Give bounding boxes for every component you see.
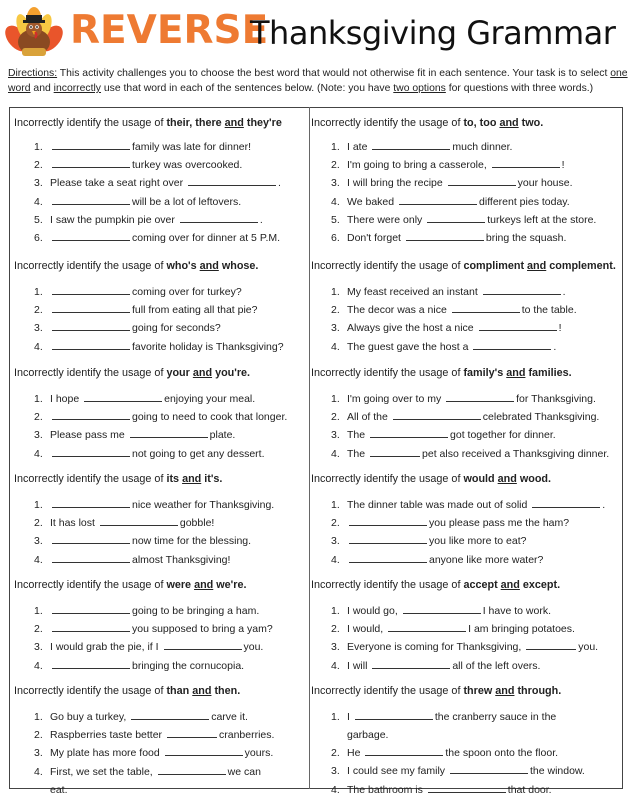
answer-blank[interactable] [52,319,130,331]
answer-blank[interactable] [393,408,481,420]
directions [8,66,630,96]
answer-blank[interactable] [52,408,130,420]
answer-blank[interactable] [52,445,130,457]
header [0,0,634,66]
answer-blank[interactable] [483,283,561,295]
question: 4. bringing the cornucopia. [14,657,314,675]
answer-blank[interactable] [52,301,130,313]
question: 2. you please pass me the ham? [311,514,611,532]
question: 5. There were only turkeys left at the store. [311,211,611,229]
question: 1. The dinner table was made out of solid . [311,496,611,514]
answer-blank[interactable] [532,496,600,508]
section-title: Incorrectly identify the usage of its and it's. [14,473,223,485]
question: 4. almost Thanksgiving! [14,551,314,569]
directions-text: This activity challenges you to choose the best word that would not otherwise fit in each sentence. Your task is to select [57,68,611,79]
question-continuation: garbage. [347,729,389,742]
section-than-then [14,684,314,799]
answer-blank[interactable] [100,514,178,526]
section-familys-families [311,366,611,463]
question: 2. He the spoon onto the floor. [311,744,611,762]
question: 1. coming over for turkey? [14,283,314,301]
question: 2. I would, I am bringing potatoes. [311,620,611,638]
section-title: Incorrectly identify the usage of who's and whose. [14,260,259,272]
question: 2. Raspberries taste better cranberries. [14,726,314,744]
answer-blank[interactable] [452,301,520,313]
question: 1. I ate much dinner. [311,138,611,156]
answer-blank[interactable] [164,638,242,650]
question: 3. Always give the host a nice ! [311,319,611,337]
question: 3. Please take a seat right over . [14,174,314,192]
question: 3. I would grab the pie, if I you. [14,638,314,656]
section-were-were [14,578,314,675]
section-your-youre [14,366,314,463]
answer-blank[interactable] [492,156,560,168]
answer-blank[interactable] [446,390,514,402]
section-its-its [14,472,314,569]
title-reverse: REVERSE [70,8,269,53]
question: 3. Everyone is coming for Thanksgiving, you. [311,638,611,656]
section-accept-except [311,578,611,675]
section-threw-through [311,684,611,799]
question: 4. The pet also received a Thanksgiving dinner. [311,445,611,463]
answer-blank[interactable] [427,211,485,223]
section-title: Incorrectly identify the usage of to, too and two. [311,117,544,129]
answer-blank[interactable] [52,657,130,669]
question: 2. It has lost gobble! [14,514,314,532]
answer-blank[interactable] [52,229,130,241]
answer-blank[interactable] [399,193,477,205]
turkey-icon [4,4,64,60]
section-title: Incorrectly identify the usage of their, there and they're [14,117,282,129]
section-title: Incorrectly identify the usage of than and then. [14,685,241,697]
answer-blank[interactable] [165,744,243,756]
section-to-too-two [311,116,611,247]
section-their-there-theyre [14,116,314,247]
answer-blank[interactable] [84,390,162,402]
answer-blank[interactable] [349,532,427,544]
question: 3. now time for the blessing. [14,532,314,550]
question: 2. All of the celebrated Thanksgiving. [311,408,611,426]
answer-blank[interactable] [403,602,481,614]
section-whos-whose [14,259,314,356]
answer-blank[interactable] [52,283,130,295]
answer-blank[interactable] [370,445,420,457]
answer-blank[interactable] [428,781,506,793]
question: 1. family was late for dinner! [14,138,314,156]
question: 2. full from eating all that pie? [14,301,314,319]
answer-blank[interactable] [355,708,433,720]
question: 4. will be a lot of leftovers. [14,193,314,211]
answer-blank[interactable] [52,138,130,150]
answer-blank[interactable] [388,620,466,632]
question: 3. going for seconds? [14,319,314,337]
question: 1. My feast received an instant . [311,283,611,301]
answer-blank[interactable] [52,156,130,168]
question: 2. going to need to cook that longer. [14,408,314,426]
section-title: Incorrectly identify the usage of would and wood. [311,473,552,485]
answer-blank[interactable] [131,708,209,720]
question: 4. The bathroom is that door. [311,781,611,799]
question: 3. My plate has more food yours. [14,744,314,762]
question: 5. I saw the pumpkin pie over . [14,211,314,229]
question: 3. I will bring the recipe your house. [311,174,611,192]
question: 4. I will all of the left overs. [311,657,611,675]
question: 3. Please pass me plate. [14,426,314,444]
question: 3. you like more to eat? [311,532,611,550]
question: 6. coming over for dinner at 5 P.M. [14,229,314,247]
section-would-wood [311,472,611,569]
question: 3. I could see my family the window. [311,762,611,780]
question-continuation: eat. [50,783,68,796]
answer-blank[interactable] [52,551,130,563]
answer-blank[interactable] [372,657,450,669]
question: 1. nice weather for Thanksgiving. [14,496,314,514]
section-title: Incorrectly identify the usage of family's and families. [311,367,572,379]
directions-text: for questions with three words.) [445,83,594,94]
answer-blank[interactable] [370,426,448,438]
answer-blank[interactable] [52,602,130,614]
directions-incorrectly: incorrectly [53,83,102,94]
question: 4. not going to get any dessert. [14,445,314,463]
answer-blank[interactable] [473,338,551,350]
question: 1. Go buy a turkey, carve it. [14,708,314,726]
section-compliment-complement [311,259,616,356]
section-title: Incorrectly identify the usage of accept and except. [311,579,561,591]
question: 2. I'm going to bring a casserole, ! [311,156,611,174]
answer-blank[interactable] [52,338,130,350]
title-thanksgiving-grammar: Thanksgiving Grammar [250,14,616,52]
answer-blank[interactable] [52,620,130,632]
answer-blank[interactable] [52,532,130,544]
question: 4. The guest gave the host a . [311,338,611,356]
answer-blank[interactable] [406,229,484,241]
answer-blank[interactable] [52,496,130,508]
question: 1. I'm going over to my for Thanksgiving. [311,390,611,408]
answer-blank[interactable] [188,174,276,186]
section-title: Incorrectly identify the usage of your and you're. [14,367,251,379]
question: 1. I hope enjoying your meal. [14,390,314,408]
answer-blank[interactable] [450,762,528,774]
answer-blank[interactable] [448,174,516,186]
answer-blank[interactable] [130,426,208,438]
section-title: Incorrectly identify the usage of compliment and complement. [311,260,616,272]
question: 2. turkey was overcooked. [14,156,314,174]
question: 2. The decor was a nice to the table. [311,301,611,319]
answer-blank[interactable] [180,211,258,223]
directions-label: Directions: [8,68,58,79]
question: 4. anyone like more water? [311,551,611,569]
answer-blank[interactable] [349,551,427,563]
question: 2. you supposed to bring a yam? [14,620,314,638]
question: 1. I the cranberry sauce in the [311,708,611,726]
answer-blank[interactable] [365,744,443,756]
directions-two-options: two options [393,83,446,94]
answer-blank[interactable] [52,193,130,205]
section-title: Incorrectly identify the usage of were and we're. [14,579,247,591]
answer-blank[interactable] [349,514,427,526]
answer-blank[interactable] [479,319,557,331]
answer-blank[interactable] [158,763,226,775]
section-title: Incorrectly identify the usage of threw and through. [311,685,562,697]
directions-text: and [30,83,54,94]
directions-text: use that word in each of the sentences below. (Note: you have [101,83,394,94]
answer-blank[interactable] [167,726,217,738]
question: 3. The got together for dinner. [311,426,611,444]
question: 4. First, we set the table, we can [14,763,314,781]
question: 4. We baked different pies today. [311,193,611,211]
question: 1. I would go, I have to work. [311,602,611,620]
answer-blank[interactable] [372,138,450,150]
directions-one-word: one word [8,68,628,94]
question: 6. Don't forget bring the squash. [311,229,611,247]
question: 4. favorite holiday is Thanksgiving? [14,338,314,356]
answer-blank[interactable] [526,638,576,650]
question: 1. going to be bringing a ham. [14,602,314,620]
